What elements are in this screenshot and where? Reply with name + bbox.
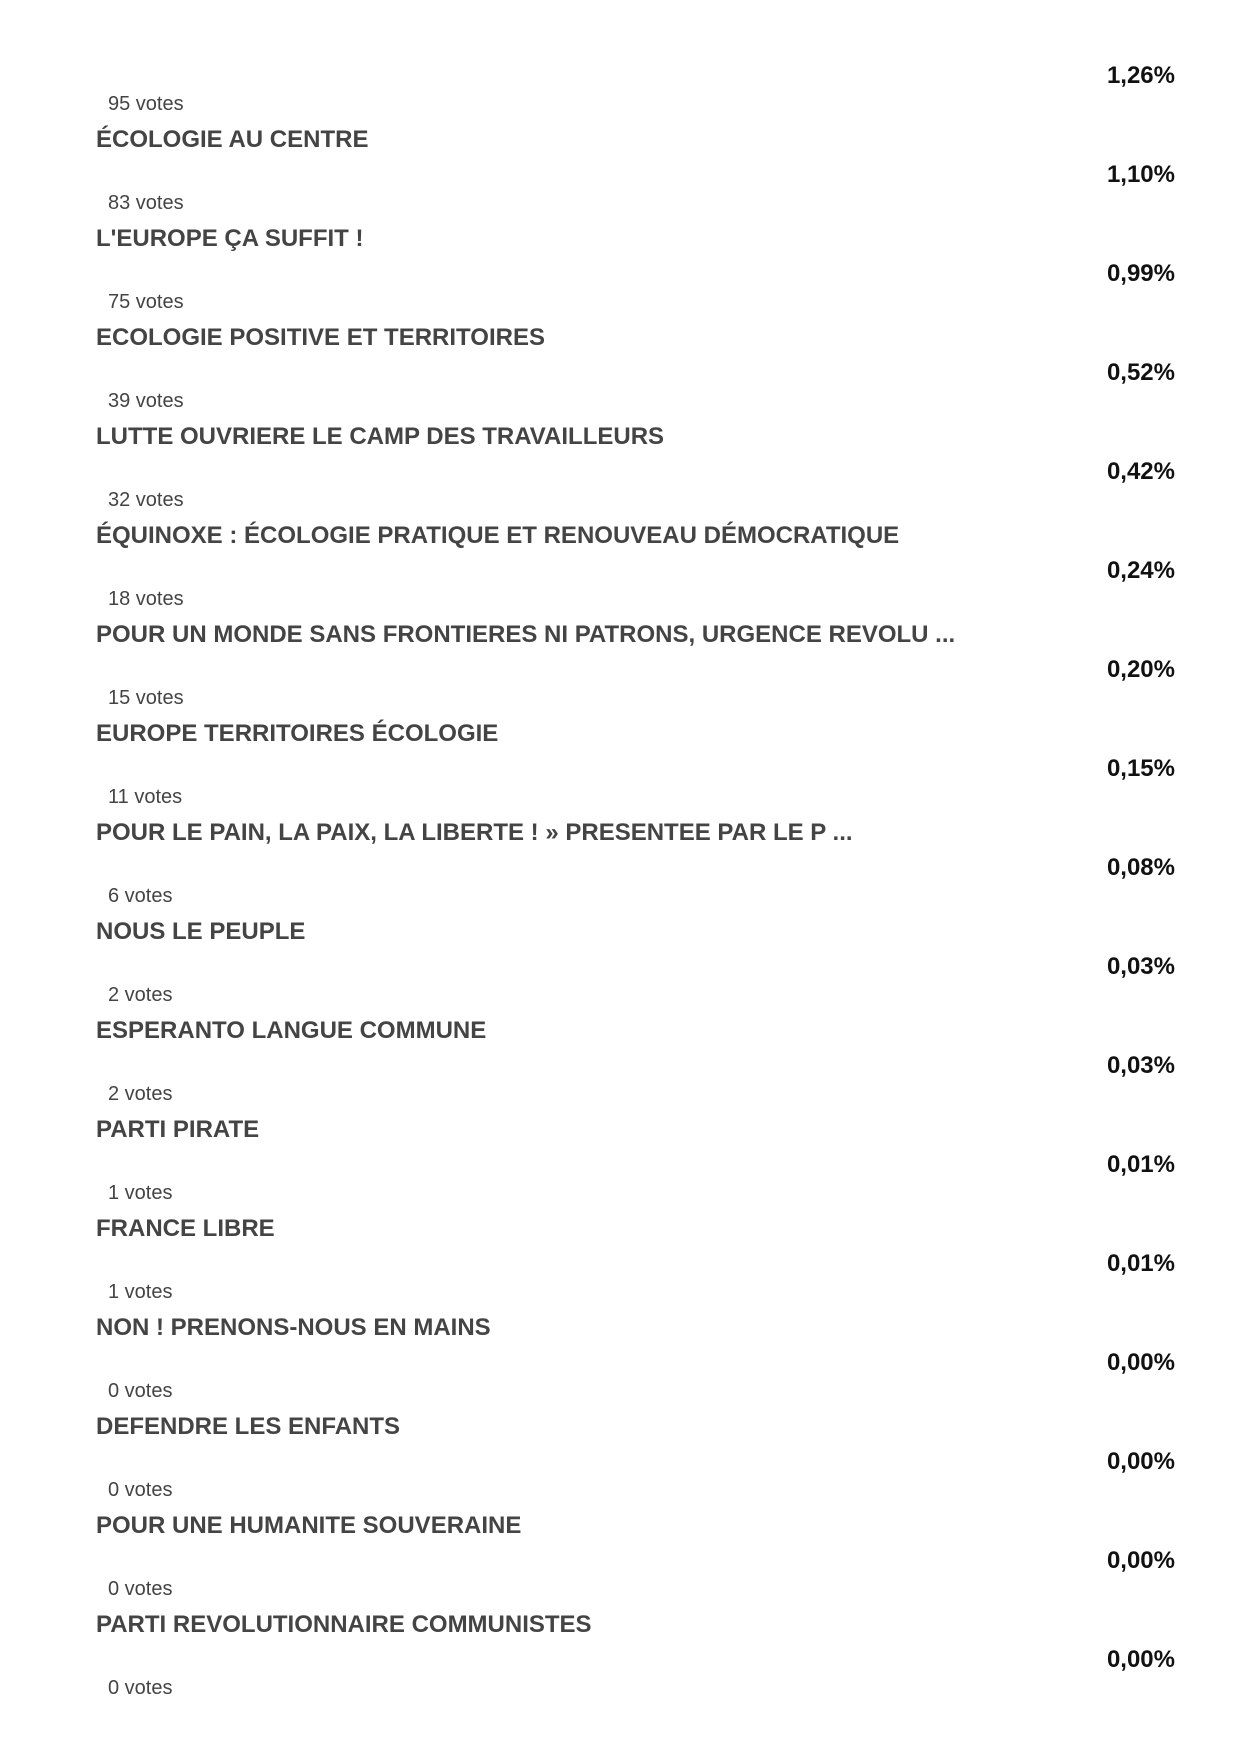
result-row (0, 1051, 1241, 1150)
list-name: PARTI PIRATE (96, 1116, 260, 1143)
list-name: ÉCOLOGIE AU CENTRE (96, 126, 369, 153)
result-percentage: 0,08% (1106, 854, 1175, 881)
result-percentage: 0,24% (1106, 557, 1175, 584)
result-votes: 32 votes (108, 489, 184, 511)
result-votes: 39 votes (108, 390, 184, 412)
result-row (0, 259, 1241, 358)
list-name: NON ! PRENONS-NOUS EN MAINS (96, 1314, 491, 1341)
result-percentage: 0,52% (1106, 359, 1175, 386)
result-percentage: 0,03% (1106, 1052, 1175, 1079)
result-percentage: 0,00% (1106, 1349, 1175, 1376)
result-percentage: 0,99% (1106, 260, 1175, 287)
result-percentage: 1,26% (1106, 62, 1175, 89)
result-percentage: 0,15% (1106, 755, 1175, 782)
result-votes: 75 votes (108, 291, 184, 313)
result-votes: 1 votes (108, 1281, 173, 1303)
list-name: POUR UNE HUMANITE SOUVERAINE (96, 1512, 522, 1539)
result-row (0, 853, 1241, 952)
result-votes: 18 votes (108, 588, 184, 610)
list-name: PARTI REVOLUTIONNAIRE COMMUNISTES (96, 1611, 592, 1638)
result-row (0, 1645, 1241, 1744)
result-row (0, 1348, 1241, 1447)
result-row (0, 1447, 1241, 1546)
result-row (0, 655, 1241, 754)
result-percentage: 0,00% (1106, 1646, 1175, 1673)
list-name: ECOLOGIE POSITIVE ET TERRITOIRES (96, 324, 545, 351)
result-votes: 95 votes (108, 93, 184, 115)
result-percentage: 0,03% (1106, 953, 1175, 980)
list-name: NOUS LE PEUPLE (96, 918, 306, 945)
result-percentage: 1,10% (1106, 161, 1175, 188)
result-row (0, 556, 1241, 655)
result-row (0, 952, 1241, 1051)
result-percentage: 0,00% (1106, 1448, 1175, 1475)
result-row (0, 1546, 1241, 1645)
result-votes: 11 votes (108, 786, 183, 808)
result-row (0, 1249, 1241, 1348)
result-votes: 83 votes (108, 192, 184, 214)
result-votes: 0 votes (108, 1479, 173, 1501)
list-name: LUTTE OUVRIERE LE CAMP DES TRAVAILLEURS (96, 423, 665, 450)
result-percentage: 0,20% (1106, 656, 1175, 683)
list-name: DEFENDRE LES ENFANTS (96, 1413, 401, 1440)
result-row (0, 61, 1241, 160)
list-name: ÉQUINOXE : ÉCOLOGIE PRATIQUE ET RENOUVEAU DÉMOCRATIQUE (96, 522, 900, 549)
list-name: L'EUROPE ÇA SUFFIT ! (96, 225, 364, 252)
result-percentage: 0,01% (1106, 1151, 1175, 1178)
result-percentage: 0,00% (1106, 1547, 1175, 1574)
result-row (0, 1150, 1241, 1249)
list-name: ESPERANTO LANGUE COMMUNE (96, 1017, 487, 1044)
list-name: POUR UN MONDE SANS FRONTIERES NI PATRONS, URGENCE REVOLU ... (96, 621, 956, 648)
result-row (0, 358, 1241, 457)
result-percentage: 0,01% (1106, 1250, 1175, 1277)
result-votes: 6 votes (108, 885, 173, 907)
result-percentage: 0,42% (1106, 458, 1175, 485)
result-votes: 0 votes (108, 1677, 173, 1699)
result-row (0, 457, 1241, 556)
result-row (0, 160, 1241, 259)
result-votes: 1 votes (108, 1182, 173, 1204)
result-row (0, 754, 1241, 853)
result-votes: 2 votes (108, 984, 173, 1006)
list-name: POUR LE PAIN, LA PAIX, LA LIBERTE ! » PRESENTEE PAR LE P ... (96, 819, 853, 846)
result-votes: 0 votes (108, 1380, 173, 1402)
list-name: FRANCE LIBRE (96, 1215, 275, 1242)
result-votes: 2 votes (108, 1083, 173, 1105)
result-votes: 15 votes (108, 687, 184, 709)
list-name: EUROPE TERRITOIRES ÉCOLOGIE (96, 720, 499, 747)
result-votes: 0 votes (108, 1578, 173, 1600)
